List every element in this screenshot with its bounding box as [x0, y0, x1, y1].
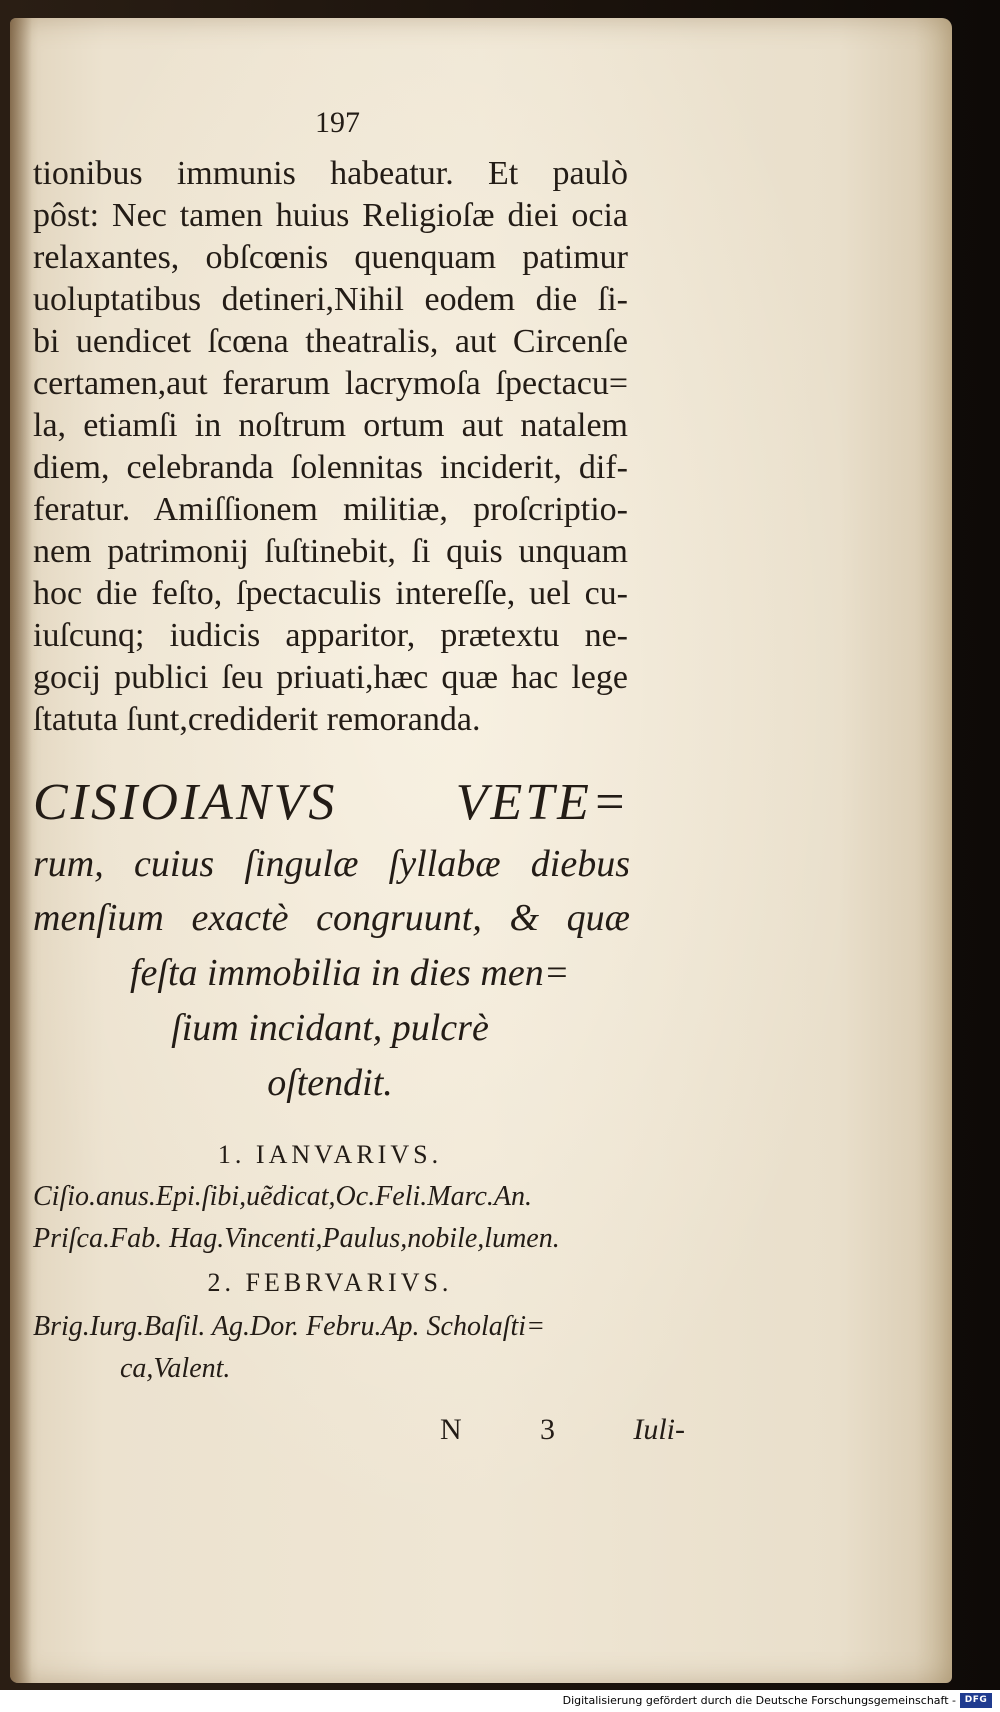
calendar-line: Priſca.Fab. Hag.Vincenti,Paulus,nobile,lumen.	[33, 1223, 560, 1254]
body-line: la, etiamſi in noſtrum ortum aut natalem	[33, 407, 628, 444]
section-heading-line: oſtendit.	[267, 1062, 393, 1104]
body-line: hoc die feſto, ſpectaculis intereſſe, uel cu-	[33, 575, 628, 612]
body-line: bi uendicet ſcœna theatralis, aut Circenſe	[33, 323, 628, 360]
body-line: pôst: Nec tamen huius Religioſæ diei ocia	[33, 197, 628, 234]
calendar-line: Brig.Iurg.Baſil. Ag.Dor. Febru.Ap. Scholaſti=	[33, 1311, 545, 1342]
body-line: uoluptatibus detineri,Nihil eodem die ſi-	[33, 281, 628, 318]
body-line: ſtatuta ſunt,crediderit remoranda.	[33, 701, 481, 738]
body-line: tionibus immunis habeatur. Et paulò	[33, 155, 628, 192]
paper-page	[10, 18, 952, 1683]
calendar-line: ca,Valent.	[120, 1353, 231, 1384]
month-title-february: 2. FEBRVARIVS.	[207, 1268, 453, 1297]
section-heading-line: ſium incidant, pulcrè	[171, 1007, 489, 1049]
page-number: 197	[315, 106, 360, 139]
signature-letter: N	[440, 1413, 462, 1446]
body-line: gocij publici ſeu priuati,hæc quæ hac lege	[33, 659, 628, 696]
page-gutter-shadow	[10, 18, 32, 1683]
section-heading-line: feſta immobilia in dies men=	[130, 952, 570, 994]
signature-and-catchword	[440, 1410, 685, 1450]
section-heading-line: rum, cuius ſingulæ ſyllabæ diebus	[33, 843, 630, 885]
section-heading-line: menſium exactè congruunt, & quæ	[33, 897, 630, 939]
dfg-logo-icon: DFG	[960, 1693, 992, 1708]
digitization-credit: Digitalisierung gefördert durch die Deutsche Forschungsgemeinschaft -	[562, 1694, 956, 1707]
calendar-line: Ciſio.anus.Epi.ſibi,uẽdicat,Oc.Feli.Marc.An.	[33, 1181, 532, 1212]
month-title-january: 1. IANVARIVS.	[217, 1140, 443, 1169]
body-line: relaxantes, obſcœnis quenquam patimur	[33, 239, 628, 276]
body-line: certamen,aut ferarum lacrymoſa ſpectacu=	[33, 365, 628, 402]
body-line: diem, celebranda ſolennitas inciderit, dif-	[33, 449, 628, 486]
catchword: Iuli-	[633, 1413, 685, 1446]
body-line: iuſcunq; iudicis apparitor, prætextu ne-	[33, 617, 628, 654]
body-line: nem patrimonij ſuſtinebit, ſi quis unquam	[33, 533, 628, 570]
signature-number: 3	[540, 1413, 555, 1446]
section-heading-line: CISIOIANVS VETE=	[33, 774, 630, 831]
body-line: feratur. Amiſſionem militiæ, proſcriptio-	[33, 491, 628, 528]
